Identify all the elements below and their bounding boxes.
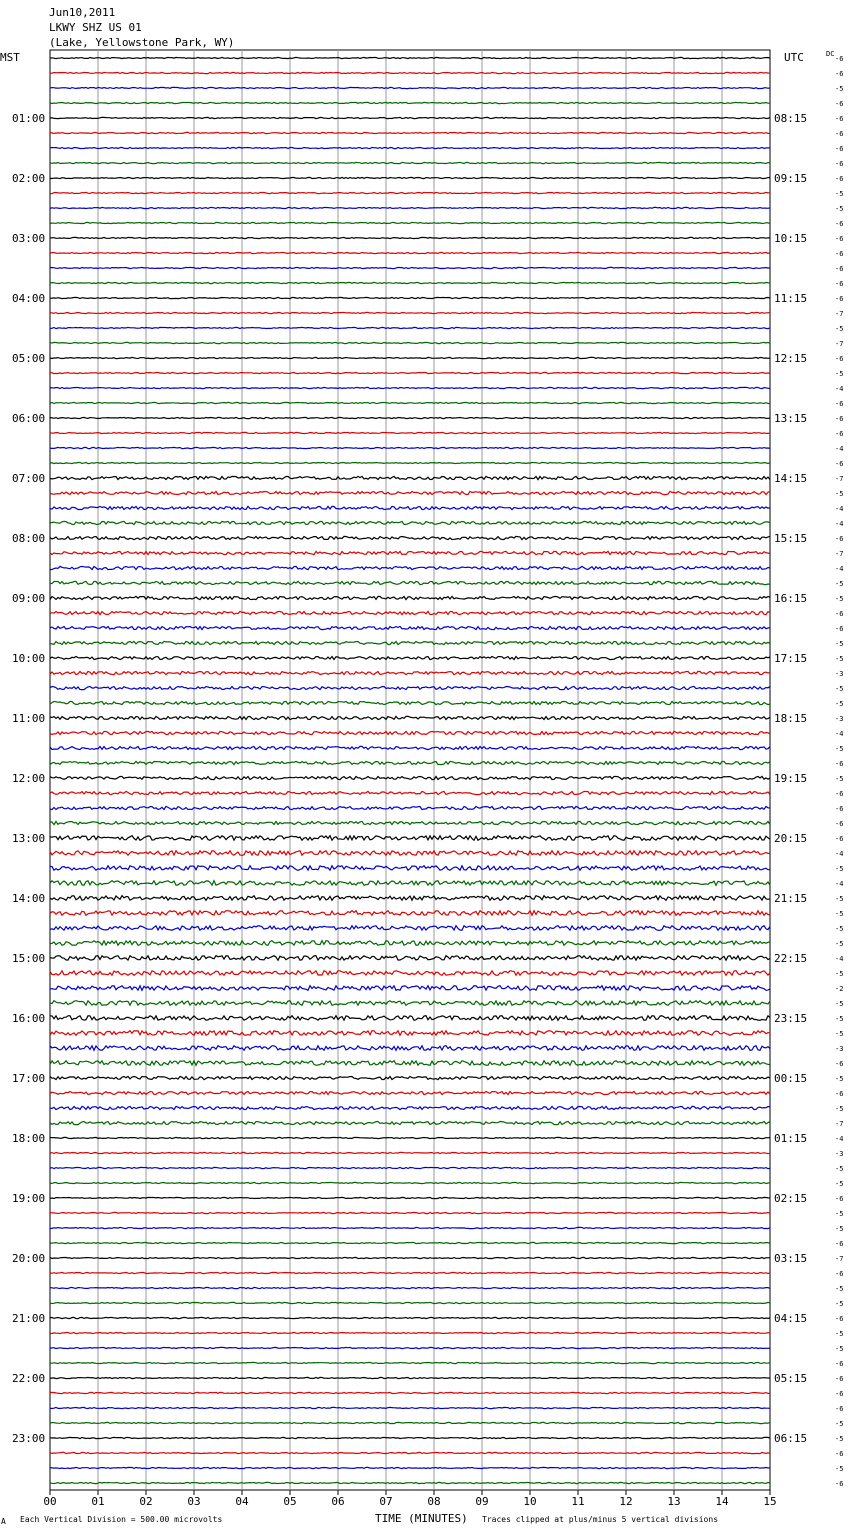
dc-offset-label: -5 xyxy=(835,1105,844,1113)
x-axis-title: TIME (MINUTES) xyxy=(375,1512,468,1525)
dc-offset-label: -5 xyxy=(835,865,844,873)
dc-offset-label: -5 xyxy=(835,1285,844,1293)
seismic-trace xyxy=(50,147,770,148)
x-tick-label: 06 xyxy=(331,1495,345,1508)
dc-offset-label: -5 xyxy=(835,1000,844,1008)
dc-offset-label: -5 xyxy=(835,940,844,948)
x-tick-label: 04 xyxy=(235,1495,249,1508)
seismic-trace xyxy=(50,1317,770,1318)
seismic-trace xyxy=(50,716,770,719)
mst-hour-label: 06:00 xyxy=(12,412,46,425)
seismic-trace xyxy=(50,1046,770,1051)
seismic-trace xyxy=(50,1182,770,1183)
scale-note: Each Vertical Division = 500.00 microvolts xyxy=(20,1515,223,1524)
seismic-trace xyxy=(50,476,770,479)
seismic-trace xyxy=(50,1287,770,1288)
seismic-trace xyxy=(50,192,770,193)
dc-offset-label: -3 xyxy=(835,1150,844,1158)
seismic-trace xyxy=(50,611,770,614)
seismic-trace xyxy=(50,551,770,554)
dc-offset-label: -5 xyxy=(835,370,844,378)
seismic-trace xyxy=(50,536,770,539)
seismic-trace xyxy=(50,432,770,433)
seismic-trace xyxy=(50,102,770,103)
utc-hour-label: 13:15 xyxy=(774,412,808,425)
dc-offset-label: -6 xyxy=(835,1240,844,1248)
dc-offset-label: -5 xyxy=(835,1300,844,1308)
mst-hour-label: 19:00 xyxy=(12,1192,46,1205)
seismic-trace xyxy=(50,761,770,764)
seismic-trace xyxy=(50,1482,770,1483)
x-tick-label: 15 xyxy=(763,1495,777,1508)
dc-offset-label: -6 xyxy=(835,760,844,768)
seismic-trace xyxy=(50,267,770,268)
seismic-trace xyxy=(50,327,770,328)
seismic-trace xyxy=(50,657,770,660)
seismic-trace xyxy=(50,1001,770,1006)
dc-offset-label: -4 xyxy=(835,955,844,963)
seismic-trace xyxy=(50,312,770,313)
seismic-trace xyxy=(50,746,770,749)
dc-offset-label: -6 xyxy=(835,100,844,108)
dc-offset-label: -6 xyxy=(835,1090,844,1098)
dc-offset-label: -7 xyxy=(835,1255,844,1263)
dc-offset-label: -5 xyxy=(835,1030,844,1038)
seismic-trace xyxy=(50,866,770,871)
seismic-trace xyxy=(50,1152,770,1153)
dc-offset-label: -6 xyxy=(835,820,844,828)
utc-hour-label: 14:15 xyxy=(774,472,808,485)
utc-hour-label: 02:15 xyxy=(774,1192,808,1205)
seismic-trace xyxy=(50,1137,770,1138)
dc-offset-label: -5 xyxy=(835,1435,844,1443)
seismic-trace xyxy=(50,1272,770,1273)
utc-hour-label: 21:15 xyxy=(774,892,808,905)
utc-hour-label: 19:15 xyxy=(774,772,808,785)
mst-hour-labels xyxy=(12,112,45,1445)
dc-offset-label: -4 xyxy=(835,520,844,528)
utc-hour-label: 00:15 xyxy=(774,1072,808,1085)
utc-hour-label: 11:15 xyxy=(774,292,808,305)
dc-offset-label: -4 xyxy=(835,565,844,573)
dc-offset-label: -4 xyxy=(835,445,844,453)
dc-offset-label: -5 xyxy=(835,685,844,693)
dc-offset-label: -5 xyxy=(835,640,844,648)
seismic-trace xyxy=(50,417,770,418)
seismic-trace xyxy=(50,1377,770,1378)
seismic-trace xyxy=(50,1016,770,1021)
utc-hour-label: 23:15 xyxy=(774,1012,808,1025)
dc-offset-label: -6 xyxy=(835,460,844,468)
seismic-trace xyxy=(50,1332,770,1333)
mst-hour-label: 04:00 xyxy=(12,292,46,305)
seismic-trace xyxy=(50,1242,770,1243)
seismic-trace xyxy=(50,701,770,704)
seismic-trace xyxy=(50,731,770,734)
mst-hour-label: 03:00 xyxy=(12,232,46,245)
dc-offset-label: -5 xyxy=(835,700,844,708)
dc-offset-label: -6 xyxy=(835,1060,844,1068)
dc-offset-label: -6 xyxy=(835,1390,844,1398)
dc-offset-label: -6 xyxy=(835,790,844,798)
utc-hour-label: 05:15 xyxy=(774,1372,808,1385)
dc-offset-label: -5 xyxy=(835,325,844,333)
seismic-trace xyxy=(50,132,770,133)
dc-offset-labels xyxy=(835,55,843,1488)
seismic-trace xyxy=(50,1106,770,1109)
seismic-trace xyxy=(50,491,770,494)
dc-offset-label: -5 xyxy=(835,775,844,783)
dc-offset-label: -4 xyxy=(835,880,844,888)
seismic-trace xyxy=(50,1121,770,1124)
seismic-trace xyxy=(50,896,770,901)
seismic-trace xyxy=(50,117,770,118)
mst-hour-label: 23:00 xyxy=(12,1432,46,1445)
dc-offset-label: -6 xyxy=(835,1360,844,1368)
seismic-trace xyxy=(50,1031,770,1036)
x-tick-label: 03 xyxy=(187,1495,201,1508)
utc-hour-label: 06:15 xyxy=(774,1432,808,1445)
mst-hour-label: 16:00 xyxy=(12,1012,46,1025)
dc-offset-label: -5 xyxy=(835,925,844,933)
dc-offset-label: -5 xyxy=(835,205,844,213)
x-tick-label: 09 xyxy=(475,1495,489,1508)
dc-offset-label: -6 xyxy=(835,625,844,633)
utc-hour-label: 22:15 xyxy=(774,952,808,965)
dc-offset-label: -5 xyxy=(835,85,844,93)
dc-offset-label: -5 xyxy=(835,1015,844,1023)
seismic-trace xyxy=(50,1061,770,1066)
seismic-trace xyxy=(50,462,770,463)
dc-offset-label: -6 xyxy=(835,835,844,843)
seismic-trace xyxy=(50,177,770,178)
x-tick-label: 01 xyxy=(91,1495,105,1508)
dc-offset-label: -3 xyxy=(835,1045,844,1053)
dc-offset-label: -6 xyxy=(835,805,844,813)
dc-offset-label: -5 xyxy=(835,910,844,918)
mst-hour-label: 14:00 xyxy=(12,892,46,905)
mst-hour-label: 17:00 xyxy=(12,1072,46,1085)
mst-hour-label: 11:00 xyxy=(12,712,46,725)
dc-offset-label: -5 xyxy=(835,1420,844,1428)
dc-offset-label: -6 xyxy=(835,1405,844,1413)
dc-offset-label: -7 xyxy=(835,310,844,318)
dc-offset-label: -6 xyxy=(835,130,844,138)
x-axis-ticks xyxy=(43,1490,776,1508)
seismic-trace xyxy=(50,252,770,253)
mst-hour-label: 18:00 xyxy=(12,1132,46,1145)
dc-offset-label: -5 xyxy=(835,745,844,753)
dc-offset-label: -5 xyxy=(835,655,844,663)
header-station: LKWY SHZ US 01 xyxy=(49,21,142,34)
mst-hour-label: 13:00 xyxy=(12,832,46,845)
mst-hour-label: 08:00 xyxy=(12,532,46,545)
seismic-trace xyxy=(50,222,770,223)
dc-offset-label: -6 xyxy=(835,265,844,273)
dc-offset-label: -5 xyxy=(835,970,844,978)
seismic-trace xyxy=(50,566,770,569)
dc-offset-label: -5 xyxy=(835,1225,844,1233)
utc-hour-label: 08:15 xyxy=(774,112,808,125)
seismic-trace xyxy=(50,1407,770,1408)
dc-offset-label: -6 xyxy=(835,415,844,423)
seismic-trace xyxy=(50,986,770,991)
utc-hour-label: 12:15 xyxy=(774,352,808,365)
utc-hour-label: 04:15 xyxy=(774,1312,808,1325)
dc-offset-label: -6 xyxy=(835,430,844,438)
dc-offset-label: -7 xyxy=(835,475,844,483)
mst-hour-label: 12:00 xyxy=(12,772,46,785)
dc-offset-label: -6 xyxy=(835,115,844,123)
x-tick-label: 10 xyxy=(523,1495,537,1508)
utc-hour-label: 01:15 xyxy=(774,1132,808,1145)
seismic-trace xyxy=(50,1257,770,1258)
dc-offset-label: -5 xyxy=(835,580,844,588)
seismic-trace xyxy=(50,447,770,448)
utc-hour-labels xyxy=(774,112,807,1445)
dc-offset-label: -6 xyxy=(835,1270,844,1278)
dc-offset-label: -6 xyxy=(835,1480,844,1488)
right-axis-label: UTC xyxy=(784,51,804,64)
seismic-trace xyxy=(50,641,770,644)
mst-hour-label: 20:00 xyxy=(12,1252,46,1265)
dc-offset-label: -5 xyxy=(835,1075,844,1083)
x-tick-label: 07 xyxy=(379,1495,393,1508)
dc-offset-label: -4 xyxy=(835,1135,844,1143)
dc-offset-label: -6 xyxy=(835,610,844,618)
dc-label: DC xyxy=(826,50,835,58)
mst-hour-label: 01:00 xyxy=(12,112,46,125)
dc-offset-label: -4 xyxy=(835,730,844,738)
seismic-trace xyxy=(50,956,770,961)
dc-offset-label: -6 xyxy=(835,1450,844,1458)
dc-offset-label: -5 xyxy=(835,1210,844,1218)
seismic-trace xyxy=(50,402,770,403)
x-tick-label: 14 xyxy=(715,1495,729,1508)
mst-hour-label: 02:00 xyxy=(12,172,46,185)
seismic-trace xyxy=(50,1302,770,1303)
dc-offset-label: -7 xyxy=(835,550,844,558)
dc-offset-label: -6 xyxy=(835,1375,844,1383)
x-tick-label: 12 xyxy=(619,1495,633,1508)
seismic-trace xyxy=(50,671,770,674)
dc-offset-label: -4 xyxy=(835,850,844,858)
clip-note: Traces clipped at plus/minus 5 vertical divisions xyxy=(482,1515,719,1524)
dc-offset-label: -7 xyxy=(835,340,844,348)
dc-offset-label: -6 xyxy=(835,1195,844,1203)
mst-hour-label: 22:00 xyxy=(12,1372,46,1385)
dc-offset-label: -6 xyxy=(835,1315,844,1323)
x-tick-label: 08 xyxy=(427,1495,441,1508)
dc-offset-label: -6 xyxy=(835,400,844,408)
utc-hour-label: 09:15 xyxy=(774,172,808,185)
x-tick-label: 11 xyxy=(571,1495,585,1508)
seismic-trace xyxy=(50,506,770,509)
dc-offset-label: -6 xyxy=(835,70,844,78)
x-tick-label: 02 xyxy=(139,1495,153,1508)
mst-hour-label: 09:00 xyxy=(12,592,46,605)
dc-offset-label: -6 xyxy=(835,295,844,303)
dc-offset-label: -5 xyxy=(835,1165,844,1173)
seismic-trace xyxy=(50,851,770,856)
utc-hour-label: 16:15 xyxy=(774,592,808,605)
mst-hour-label: 05:00 xyxy=(12,352,46,365)
seismic-trace xyxy=(50,1212,770,1213)
seismic-trace xyxy=(50,686,770,689)
seismic-trace xyxy=(50,1076,770,1079)
dc-offset-label: -6 xyxy=(835,280,844,288)
dc-offset-label: -2 xyxy=(835,985,844,993)
seismic-trace xyxy=(50,1422,770,1423)
seismic-trace xyxy=(50,1392,770,1393)
seismic-trace xyxy=(50,626,770,629)
seismic-trace xyxy=(50,881,770,886)
dc-offset-label: -6 xyxy=(835,145,844,153)
dc-offset-label: -6 xyxy=(835,175,844,183)
mst-hour-label: 15:00 xyxy=(12,952,46,965)
seismic-trace xyxy=(50,941,770,946)
dc-offset-label: -5 xyxy=(835,190,844,198)
seismic-trace xyxy=(50,1227,770,1228)
seismic-trace xyxy=(50,1467,770,1468)
seismic-trace xyxy=(50,207,770,208)
seismic-trace xyxy=(50,357,770,358)
header-location: (Lake, Yellowstone Park, WY) xyxy=(49,36,235,49)
mst-hour-label: 07:00 xyxy=(12,472,46,485)
dc-offset-label: -6 xyxy=(835,220,844,228)
seismic-trace xyxy=(50,162,770,163)
utc-hour-label: 17:15 xyxy=(774,652,808,665)
dc-offset-label: -5 xyxy=(835,1465,844,1473)
dc-offset-label: -5 xyxy=(835,895,844,903)
seismic-trace xyxy=(50,776,770,779)
seismic-trace xyxy=(50,1347,770,1348)
seismic-trace xyxy=(50,57,770,58)
dc-offset-label: -6 xyxy=(835,250,844,258)
seismic-trace xyxy=(50,72,770,73)
dc-offset-label: -6 xyxy=(835,160,844,168)
seismic-trace xyxy=(50,806,770,809)
seismic-trace xyxy=(50,387,770,388)
seismic-trace xyxy=(50,1197,770,1198)
dc-offset-label: -5 xyxy=(835,1345,844,1353)
dc-offset-label: -3 xyxy=(835,670,844,678)
seismic-trace xyxy=(50,926,770,931)
seismic-trace xyxy=(50,372,770,373)
seismic-trace xyxy=(50,821,770,824)
dc-offset-label: -5 xyxy=(835,595,844,603)
dc-offset-label: -4 xyxy=(835,505,844,513)
seismic-trace xyxy=(50,791,770,794)
seismic-trace xyxy=(50,1092,770,1095)
dc-offset-label: -6 xyxy=(835,55,844,63)
dc-offset-label: -4 xyxy=(835,385,844,393)
seismic-trace xyxy=(50,297,770,298)
dc-offset-label: -6 xyxy=(835,535,844,543)
seismic-trace xyxy=(50,581,770,584)
x-tick-label: 05 xyxy=(283,1495,297,1508)
dc-offset-label: -6 xyxy=(835,355,844,363)
utc-hour-label: 15:15 xyxy=(774,532,808,545)
mst-hour-label: 21:00 xyxy=(12,1312,46,1325)
mst-hour-label: 10:00 xyxy=(12,652,46,665)
seismic-trace xyxy=(50,342,770,343)
header-date: Jun10,2011 xyxy=(49,6,116,19)
left-axis-label: MST xyxy=(0,51,20,64)
dc-offset-label: -6 xyxy=(835,235,844,243)
dc-offset-label: -7 xyxy=(835,1120,844,1128)
seismic-trace xyxy=(50,1167,770,1168)
utc-hour-label: 18:15 xyxy=(774,712,808,725)
seismic-trace xyxy=(50,237,770,238)
seismic-trace xyxy=(50,911,770,916)
seismic-trace xyxy=(50,836,770,841)
seismic-trace xyxy=(50,1437,770,1438)
seismic-trace xyxy=(50,87,770,88)
utc-hour-label: 10:15 xyxy=(774,232,808,245)
x-tick-label: 00 xyxy=(43,1495,57,1508)
seismic-trace xyxy=(50,971,770,976)
x-tick-label: 13 xyxy=(667,1495,681,1508)
seismic-trace xyxy=(50,596,770,599)
utc-hour-label: 20:15 xyxy=(774,832,808,845)
seismic-trace xyxy=(50,282,770,283)
seismic-traces xyxy=(50,57,770,1483)
dc-offset-label: -3 xyxy=(835,715,844,723)
dc-offset-label: -5 xyxy=(835,1330,844,1338)
dc-offset-label: -5 xyxy=(835,1180,844,1188)
seismic-trace xyxy=(50,521,770,524)
utc-hour-label: 03:15 xyxy=(774,1252,808,1265)
corner-mark: A xyxy=(1,1517,6,1526)
seismic-trace xyxy=(50,1452,770,1453)
seismic-trace xyxy=(50,1362,770,1363)
dc-offset-label: -5 xyxy=(835,490,844,498)
